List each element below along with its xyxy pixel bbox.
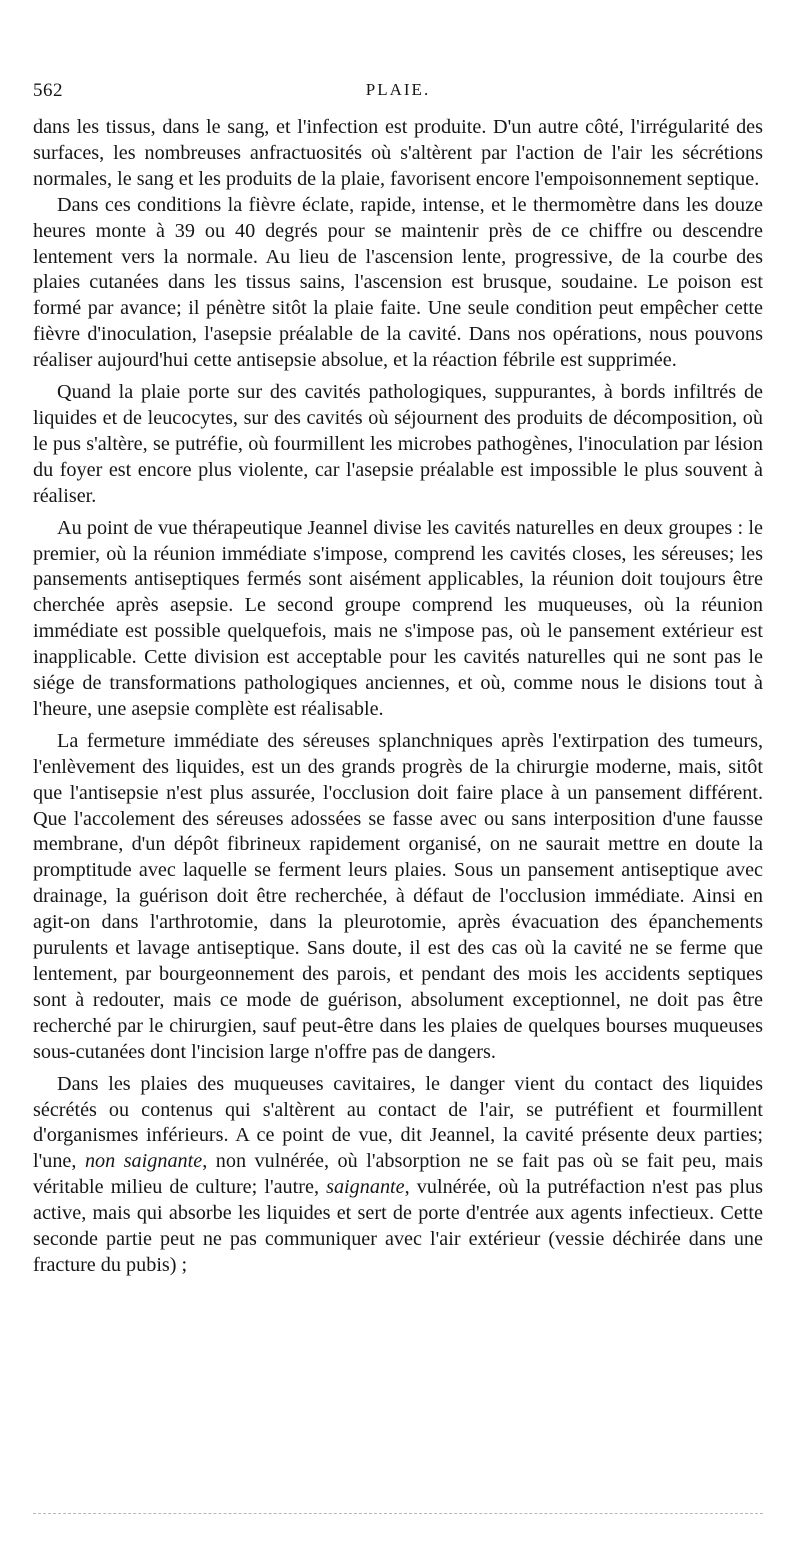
page-number: 562 (33, 80, 63, 101)
paragraph: La fermeture immédiate des séreuses splanchniques après l'extirpation des tumeurs, l'enlèvement des liquides, est un des grands progrès de la chirurgie moderne, mais, sitôt que l'antisepsie n'est plus assurée, l'occlusion doit faire place à un pansement différent. Que l'accolement des séreuses adossées se fasse avec ou sans interposition d'une fausse membrane, d'un dépôt fibrineux rapidement organisé, on ne saurait mettre en doute la promptitude avec laquelle se ferment leurs plaies. Sous un pansement antiseptique avec drainage, la guérison doit être recherchée, à défaut de l'occlusion immédiate. Ainsi en agit-on dans l'arthrotomie, dans la pleurotomie, après évacuation des épanchements purulents et lavage antiseptique. Sans doute, il est des cas où la cavité ne se ferme que lentement, par bourgeonnement des parois, et pendant des mois les accidents septiques sont à redouter, mais ce mode de guérison, absolument exceptionnel, ne doit pas être recherché par le chirurgien, sauf peut-être dans les plaies de quelques bourses muqueuses sous-cutanées dont l'incision large n'offre pas de dangers. (33, 729, 763, 1063)
running-title: PLAIE. (365, 80, 431, 99)
paragraph-text: , vulnérée, où la putréfaction n'est pas plus active, mais qui absorbe les liquides et sert de porte d'entrée aux agents infectieux. Cette seconde partie peut ne pas communiquer avec l'air extérieur (vessie déchirée dans une fracture du pubis) ; (33, 1176, 763, 1276)
paragraph: Dans ces conditions la fièvre éclate, rapide, intense, et le thermomètre dans les douze heures monte à 39 ou 40 degrés pour se maintenir près de ce chiffre ou descendre lentement vers la normale. Au lieu de l'ascension lente, progressive, de la courbe des plaies cutanées dans les tissus sains, l'ascension est brusque, soudaine. Le poison est formé par avance; il pénètre sitôt la plaie faite. Une seule condition peut empêcher cette fièvre d'inoculation, l'asepsie préalable de la cavité. Dans nos opérations, nous pouvons réaliser aujourd'hui cette antisepsie absolue, et la réaction fébrile est supprimée. (33, 193, 763, 372)
paragraph-text: Dans les plaies des muqueuses cavitaires, le danger vient du contact des liquides sécrétés ou contenus qui s'altèrent au contact de l'air, se putréfient et fourmillent d'organismes inférieurs. A ce point de vue, dit Jeannel, la cavité présente deux parties; l'une, (33, 1072, 763, 1173)
paragraph: Au point de vue thérapeutique Jeannel divise les cavités naturelles en deux groupes : le premier, où la réunion immédiate s'impose, comprend les cavités closes, les séreuses; les pansements antiseptiques fermés sont aisément applicables, la réunion doit toujours être cherchée après asepsie. Le second groupe comprend les muqueuses, où la réunion immédiate est possible quelquefois, mais ne s'impose pas, où le pansement extérieur est inapplicable. Cette division est acceptable pour les cavités naturelles qui ne sont pas le siége de transformations pathologiques anciennes, et où, comme nous le disions tout à l'heure, une asepsie complète est réalisable. (33, 516, 763, 720)
paragraph-text: , non vulnérée, où l'absorption ne se fait pas où se fait peu, mais véritable milieu de culture; l'autre, (33, 1150, 763, 1199)
body-text (33, 115, 763, 1279)
page-header (33, 80, 763, 104)
italic-term-non-saignante: non saignante (84, 1150, 203, 1173)
paragraph: Quand la plaie porte sur des cavités pathologiques, suppurantes, à bords infiltrés de liquides et de leucocytes, sur des cavités où séjournent des produits de décomposition, où le pus s'altère, se putréfie, où fourmillent les microbes pathogènes, l'inoculation par lésion du foyer est encore plus violente, car l'asepsie préalable est impossible le plus souvent à réaliser. (33, 381, 763, 507)
footer-rule (33, 1513, 763, 1514)
paragraph (33, 1072, 763, 1279)
paragraph: dans les tissus, dans le sang, et l'infection est produite. D'un autre côté, l'irrégularité des surfaces, les nombreuses anfractuosités où s'altèrent par l'action de l'air les sécrétions normales, le sang et les produits de la plaie, favorisent encore l'empoisonnement septique. (33, 116, 763, 190)
italic-term-saignante: saignante (326, 1176, 405, 1199)
